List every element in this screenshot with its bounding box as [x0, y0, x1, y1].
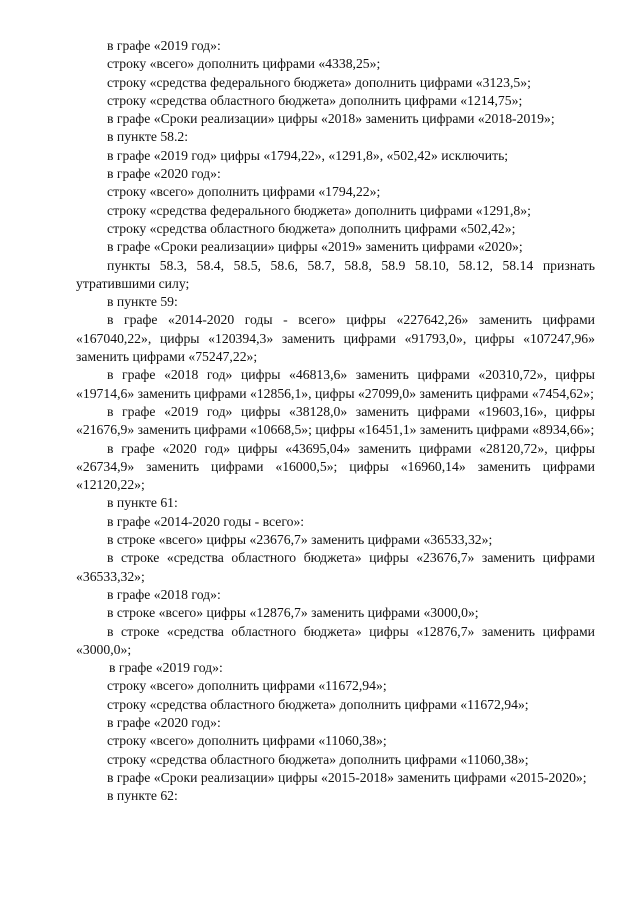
document-paragraph: строку «средства федерального бюджета» дополнить цифрами «3123,5»;	[107, 74, 531, 90]
document-paragraph: в графе «Сроки реализации» цифры «2015-2018» заменить цифрами «2015-2020»;	[107, 769, 587, 785]
document-paragraph: в графе «Сроки реализации» цифры «2019» заменить цифрами «2020»;	[107, 239, 523, 255]
document-paragraph: в строке «средства областного бюджета» цифры «23676,7» заменить цифрами «36533,32»;	[76, 550, 595, 584]
document-paragraph: в графе «2018 год» цифры «46813,6» заменить цифрами «20310,72», цифры «19714,6» заменить цифрами «12856,1», цифры «27099,0» заменить цифрами «7454,62»;	[76, 367, 595, 401]
document-paragraph: в графе «2018 год»:	[107, 586, 221, 602]
document-paragraph: строку «средства областного бюджета» дополнить цифрами «11672,94»;	[107, 696, 529, 712]
document-paragraph: в пункте 62:	[107, 788, 178, 804]
document-paragraph: пункты 58.3, 58.4, 58.5, 58.6, 58.7, 58.8, 58.9 58.10, 58.12, 58.14 признать утратившими силу;	[76, 257, 595, 291]
document-paragraph: в графе «2020 год» цифры «43695,04» заменить цифрами «28120,72», цифры «26734,9» заменить цифрами «16000,5»; цифры «16960,14» заменить цифрами «12120,22»;	[76, 440, 595, 493]
document-paragraph: строку «средства федерального бюджета» дополнить цифрами «1291,8»;	[107, 202, 531, 218]
document-paragraph: в графе «Сроки реализации» цифры «2018» заменить цифрами «2018-2019»;	[107, 111, 555, 127]
document-paragraph: строку «всего» дополнить цифрами «11060,38»;	[107, 733, 387, 749]
document-paragraph: в строке «всего» цифры «12876,7» заменить цифрами «3000,0»;	[107, 605, 479, 621]
document-paragraph: в графе «2019 год» цифры «1794,22», «1291,8», «502,42» исключить;	[107, 147, 509, 163]
document-paragraph: в графе «2014-2020 годы - всего» цифры «227642,26» заменить цифрами «167040,22», цифры «120394,3» заменить цифрами «91793,0», цифры «107247,96» заменить цифрами «75247,22»;	[76, 312, 595, 365]
document-paragraph: строку «всего» дополнить цифрами «11672,94»;	[107, 678, 387, 694]
document-paragraph: строку «средства областного бюджета» дополнить цифрами «502,42»;	[107, 220, 516, 236]
document-paragraph: в графе «2020 год»:	[107, 166, 221, 182]
document-paragraph: в графе «2014-2020 годы - всего»:	[107, 513, 305, 529]
document-paragraph: в пункте 59:	[107, 294, 178, 310]
document-body	[76, 37, 595, 805]
document-paragraph: строку «всего» дополнить цифрами «4338,25»;	[107, 56, 381, 72]
document-paragraph: в графе «2019 год»:	[107, 38, 221, 53]
document-paragraph: в графе «2019 год» цифры «38128,0» заменить цифрами «19603,16», цифры «21676,9» заменить цифрами «10668,5»; цифры «16451,1» заменить цифрами «8934,66»;	[76, 403, 595, 438]
document-paragraph: в пункте 61:	[107, 495, 178, 511]
document-paragraph: в графе «2020 год»:	[107, 714, 221, 730]
document-paragraph: строку «средства областного бюджета» дополнить цифрами «1214,75»;	[107, 92, 523, 108]
document-paragraph: в пункте 58.2:	[107, 129, 189, 145]
document-paragraph: в строке «всего» цифры «23676,7» заменить цифрами «36533,32»;	[107, 532, 493, 548]
document-paragraph: строку «всего» дополнить цифрами «1794,22»;	[107, 184, 381, 200]
document-paragraph: в графе «2019 год»:	[109, 660, 223, 676]
document-paragraph: в строке «средства областного бюджета» цифры «12876,7» заменить цифрами «3000,0»;	[76, 623, 595, 657]
document-paragraph: строку «средства областного бюджета» дополнить цифрами «11060,38»;	[107, 751, 529, 767]
